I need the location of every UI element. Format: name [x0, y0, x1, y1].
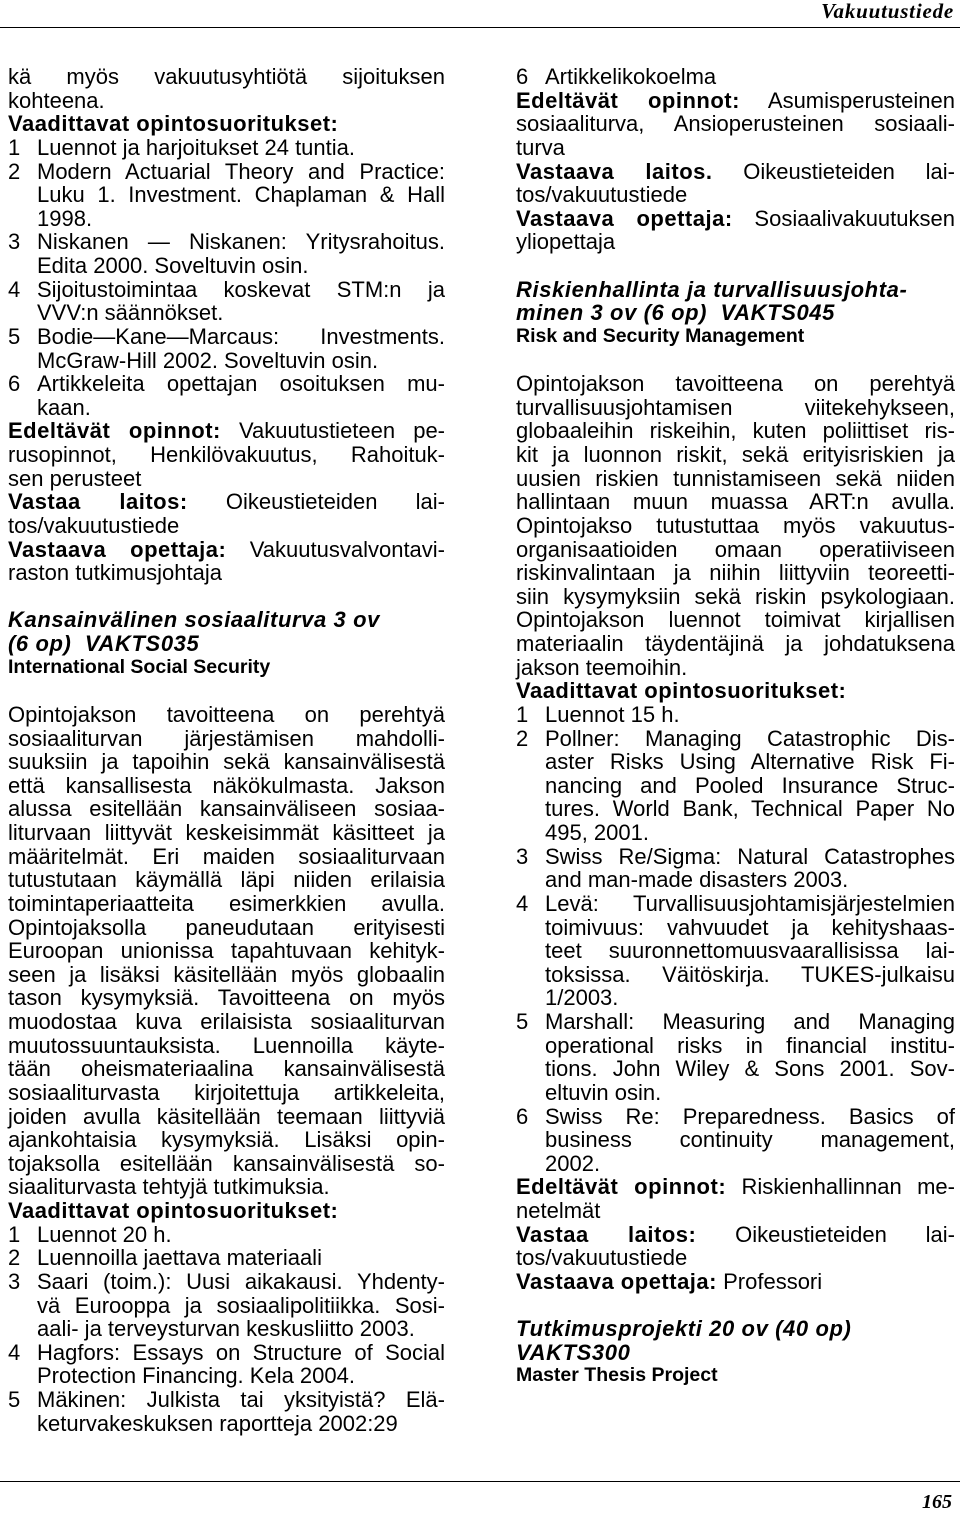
list-item-line [8, 207, 445, 231]
list-item-line [8, 1270, 445, 1294]
field-label: Edeltävät opinnot: [8, 418, 221, 444]
list-item-text: kaan. [37, 394, 91, 420]
list-item-line [8, 301, 445, 325]
course-heading [8, 608, 445, 679]
field-label: Vastaa laitos: [516, 1221, 697, 1247]
list-item-number: 2 [8, 158, 21, 184]
list-item-line [516, 750, 955, 774]
list-item-text: Marshall: Measuring and Managing [545, 1009, 955, 1034]
course-title-line: minen 3 ov (6 op) VAKTS045 [516, 300, 835, 326]
list-item-number: 6 [516, 1103, 529, 1129]
field-value: rusopinnot, Henkilövakuutus, Rahoituk- [8, 442, 445, 467]
list-item-line [8, 278, 445, 302]
list-item-line [516, 916, 955, 940]
text-line: Euroopan unionissa tapahtuvaan kehityk- [8, 938, 445, 964]
field-value: sen perusteet [8, 465, 142, 491]
field-line [516, 230, 955, 254]
list-item-text: Saari (toim.): Uusi aikakausi. Yhdenty- [37, 1268, 445, 1294]
field-value: Oikeustieteiden lai- [743, 158, 955, 184]
list-item-line [8, 136, 445, 160]
list-item-text: 1/2003. [545, 985, 619, 1011]
list-item-line [8, 160, 445, 184]
field-line [516, 1199, 955, 1223]
list-item [8, 325, 445, 372]
field-value: Oikeustieteiden lai- [225, 489, 445, 515]
field-value: tos/vakuutustiede [8, 512, 180, 538]
list-item-line [516, 1057, 955, 1081]
text-line: siin kysymyksiin sekä riskin psykologiaan. [516, 583, 955, 609]
list-item-number: 3 [516, 843, 529, 869]
section-label: Vaadittavat opintosuoritukset: [8, 1198, 339, 1223]
text-line: sosiaaliturvan järjestämisen mahdolli- [8, 725, 445, 751]
list-item-text: Protection Financing. Kela 2004. [37, 1363, 355, 1389]
course-field [516, 160, 955, 207]
course-title-line: Tutkimusprojekti 20 ov (40 op) [516, 1316, 852, 1342]
list-item-text: Levä: Turvallisuusjohtamisjärjestelmien [545, 890, 955, 916]
list-item-number: 4 [8, 276, 21, 302]
list-item-line [8, 1412, 445, 1436]
list-item-line [8, 325, 445, 349]
list-item-text: operational risks in financial institu- [545, 1032, 955, 1058]
field-line [516, 207, 955, 231]
field-line [8, 514, 445, 538]
field-line [516, 183, 955, 207]
list-item-number: 1 [516, 701, 529, 727]
footer-rule [0, 1481, 960, 1482]
course-subtitle: Risk and Security Management [516, 324, 805, 347]
list-item-line [8, 1317, 445, 1341]
list-item [516, 892, 955, 1010]
list-item-text: Luennot 15 h. [545, 701, 680, 727]
course-field [516, 1223, 955, 1270]
column-right [516, 65, 955, 1412]
list-item [516, 727, 955, 845]
list-item-line [516, 986, 955, 1010]
list-item [8, 1341, 445, 1388]
list-item-text: Modern Actuarial Theory and Practice: [37, 158, 445, 184]
text-line: Opintojakson luennot toimivat kirjallisen [516, 607, 955, 633]
text-line: liturvaan liittyvät keskeisimmät käsitteet ja [8, 820, 445, 845]
list-item [8, 1270, 445, 1341]
list-item-text: toimivuus: vahvuudet ja kehityshaas- [545, 914, 955, 940]
list-item-text: Artikkelikokoelma [545, 64, 717, 89]
list-item-number: 1 [8, 1221, 21, 1247]
text-line: kohteena. [8, 87, 105, 113]
list-item [8, 278, 445, 325]
list-item-text: vä Eurooppa ja sosiaalipolitiikka. Sosi- [37, 1292, 445, 1318]
list-item [516, 65, 955, 89]
list-item-number: 1 [8, 134, 21, 160]
list-item [8, 1388, 445, 1435]
list-item-line [516, 1105, 955, 1129]
list-item-number: 6 [516, 64, 529, 89]
list-item-line [516, 65, 955, 89]
list-item-line [516, 727, 955, 751]
list-item-text: 495, 2001. [545, 820, 649, 845]
list-item-text: Swiss Re: Preparedness. Basics of [545, 1103, 955, 1129]
list-item [8, 136, 445, 160]
text-line: tason kysymyksiä. Tavoitteena on myös [8, 985, 445, 1011]
text-line: määritelmät. Eri maiden sosiaaliturvaan [8, 843, 445, 869]
list-item [8, 160, 445, 231]
field-label: Vastaava laitos. [516, 158, 713, 184]
text-line: hallintaan muun muassa ART:n avulla. [516, 489, 955, 515]
list-item-text: Bodie—Kane—Marcaus: Investments. [37, 323, 445, 349]
field-value: Professori [723, 1268, 823, 1294]
text-line: sosiaaliturvasta kirjoitettuja artikkeleita, [8, 1079, 445, 1105]
running-title: Vakuutustiede [821, 0, 954, 23]
text-line: uusien riskien tunnistamiseen sekä niiden [516, 465, 955, 491]
list-item-line [516, 868, 955, 892]
list-item-text: business continuity management, [545, 1127, 955, 1153]
field-line [516, 1246, 955, 1270]
list-item-text: teet suuronnettomuusvaarallisissa lai- [545, 938, 955, 964]
list-item-text: Luennoilla jaettava materiaali [37, 1245, 322, 1271]
list-item-text: Luennot 20 h. [37, 1221, 172, 1247]
text-line: organisaatioiden omaan operatiiviseen [516, 536, 955, 562]
list-item-line [8, 1246, 445, 1270]
field-value: tos/vakuutustiede [516, 182, 688, 208]
field-line [8, 443, 445, 467]
text-line: muodostaa kuva erilaisista sosiaaliturvan [8, 1009, 445, 1034]
text-line: ajankohtaisia kysymyksiä. Lisäksi opin- [8, 1127, 445, 1153]
field-value: sosiaaliturva, Ansioperusteinen sosiaali- [516, 111, 955, 137]
list-item-line [8, 230, 445, 254]
list-item-text: nancing and Pooled Insurance Struc- [545, 772, 955, 798]
list-item-line [516, 963, 955, 987]
list-item-text: Edita 2000. Soveltuvin osin. [37, 253, 309, 278]
field-value: yliopettaja [516, 229, 616, 255]
list-item-line [8, 254, 445, 278]
field-value: Vakuutusvalvontavi- [249, 536, 445, 562]
field-value: Oikeustieteiden lai- [735, 1221, 955, 1247]
text-line: kit ja luonnon riskit, sekä erityisriskien ja [516, 442, 955, 467]
list-item-text: Niskanen — Niskanen: Yritysrahoitus. [37, 229, 445, 255]
text-line: Opintojaksolla paneudutaan erityisesti [8, 914, 445, 940]
course-subtitle: International Social Security [8, 655, 271, 678]
list-item-number: 2 [516, 725, 529, 751]
field-value: netelmät [516, 1198, 601, 1223]
field-label: Vastaava opettaja: [516, 1268, 717, 1294]
field-line [8, 561, 445, 585]
list-item-line [8, 1223, 445, 1247]
list-item-number: 3 [8, 229, 21, 255]
list-item-line [8, 183, 445, 207]
list-item [516, 1105, 955, 1176]
list-item-text: Sijoitustoimintaa koskevat STM:n ja [37, 276, 445, 302]
field-value: Vakuutustieteen pe- [238, 418, 446, 444]
field-label: Edeltävät opinnot: [516, 1174, 727, 1200]
field-line [8, 538, 445, 562]
list-item-number: 4 [516, 890, 529, 916]
list-item-line [8, 372, 445, 396]
text-line: turvallisuusjohtamisen viitekehykseen, [516, 394, 955, 420]
list-item-line [516, 1081, 955, 1105]
header-rule [0, 27, 960, 28]
field-value: turva [516, 134, 565, 160]
list-item-text: 1998. [37, 205, 93, 231]
text-line: muutossuuntauksista. Luennoilla käyte- [8, 1032, 445, 1058]
list-item-text: keturvakeskuksen raportteja 2002:29 [37, 1410, 398, 1436]
course-title-line: VAKTS300 [516, 1339, 631, 1365]
list-item-text: tures. World Bank, Technical Paper No [545, 796, 955, 822]
course-subtitle: Master Thesis Project [516, 1364, 718, 1387]
section-label: Vaadittavat opintosuoritukset: [516, 678, 847, 704]
text-line: siaaliturvasta tehtyjä tutkimuksia. [8, 1174, 330, 1200]
field-label: Edeltävät opinnot: [516, 87, 740, 113]
course-title-line: (6 op) VAKTS035 [8, 631, 200, 656]
text-line: seen ja lisäksi käsitellään myös globaalin [8, 961, 445, 987]
course-field [516, 207, 955, 254]
course-title-line: Riskienhallinta ja turvallisuusjohta- [516, 276, 908, 302]
field-value: raston tutkimusjohtaja [8, 560, 222, 586]
list-item-text: Luku 1. Investment. Chaplaman & Hall [37, 182, 445, 208]
list-item-number: 5 [8, 1387, 21, 1412]
list-item-text: McGraw-Hill 2002. Soveltuvin osin. [37, 347, 379, 373]
list-item-line [516, 1128, 955, 1152]
course-title-line: Kansainvälinen sosiaaliturva 3 ov [8, 607, 380, 633]
list-item-line [8, 1341, 445, 1365]
list-item-text: Luennot ja harjoitukset 24 tuntia. [37, 134, 356, 160]
list-item-line [516, 703, 955, 727]
text-line: Opintojakson tavoitteena on perehtyä [8, 701, 445, 727]
text-line: kä myös vakuutusyhtiötä sijoituksen [8, 64, 445, 89]
list-item-text: 2002. [545, 1150, 601, 1176]
list-item [516, 703, 955, 727]
section-label: Vaadittavat opintosuoritukset: [8, 111, 339, 137]
reference-list [516, 65, 955, 89]
list-item-text: Artikkeleita opettajan osoituksen mu- [37, 371, 445, 397]
list-item [8, 372, 445, 419]
list-item [8, 1246, 445, 1270]
list-item-line [8, 349, 445, 373]
page-number: 165 [922, 1491, 952, 1513]
list-item-line [8, 1388, 445, 1412]
list-item [8, 1223, 445, 1247]
list-item-line [516, 892, 955, 916]
text-line: joiden avulla käsitellään teemaan liittyviä [8, 1103, 445, 1129]
list-item-text: Mäkinen: Julkista tai yksityistä? Elä- [37, 1387, 445, 1412]
text-line: Opintojakso tutustuttaa myös vakuutus- [516, 512, 955, 538]
list-item-text: tions. John Wiley & Sons 2001. Sov- [545, 1056, 955, 1082]
text-line: alussa esitellään kansainväliseen sosiaa- [8, 796, 445, 822]
text-line: että kansallisesta näkökulmasta. Jakson [8, 772, 445, 798]
field-value: tos/vakuutustiede [516, 1245, 688, 1271]
list-item-line [516, 1010, 955, 1034]
list-item [516, 845, 955, 892]
field-line [516, 136, 955, 160]
list-item-text: Pollner: Managing Catastrophic Dis- [545, 725, 955, 751]
reference-list [8, 1223, 445, 1436]
course-heading [516, 1317, 955, 1388]
course-field [8, 419, 445, 490]
course-heading [516, 278, 955, 349]
field-line [516, 1175, 955, 1199]
list-item-line [516, 845, 955, 869]
list-item-line [8, 396, 445, 420]
field-label: Vastaa laitos: [8, 489, 188, 515]
field-label: Vastaava opettaja: [8, 536, 227, 562]
field-line [516, 1223, 955, 1247]
list-item-number: 5 [516, 1009, 529, 1034]
field-value: Riskienhallinnan me- [741, 1174, 955, 1200]
text-line: riskinvalintaan ja niihin liittyviin teoreetti- [516, 560, 955, 586]
list-item [8, 230, 445, 277]
text-line: globaaleihin riskeihin, kuten poliittiset ris- [516, 418, 955, 444]
list-item-text: aster Risks Using Alternative Risk Fi- [545, 749, 955, 775]
text-line: tojaksolla esitellään kansainvälisestä so- [8, 1150, 445, 1176]
list-item-line [516, 1152, 955, 1176]
field-line [516, 160, 955, 184]
list-item-number: 6 [8, 371, 21, 397]
paragraph [8, 703, 445, 1199]
text-line: tutustutaan käymällä läpi niiden erilaisia [8, 867, 445, 893]
list-item-number: 5 [8, 323, 21, 349]
list-item-line [516, 821, 955, 845]
text-line: tään oheismateriaalina kansainvälisestä [8, 1056, 445, 1082]
list-item-number: 2 [8, 1245, 21, 1271]
text-line: materiaalin täydentäjinä ja johdatuksena [516, 631, 955, 656]
text-line: jakson teemoihin. [516, 654, 688, 680]
field-value: Asumisperusteinen [767, 87, 955, 113]
reference-list [516, 703, 955, 1176]
column-left [8, 65, 445, 1435]
list-item-text: aali- ja terveysturvan keskusliitto 2003. [37, 1316, 415, 1342]
list-item-text: eltuvin osin. [545, 1079, 662, 1105]
list-item-line [516, 797, 955, 821]
course-field [8, 538, 445, 585]
course-field [516, 1175, 955, 1222]
field-value: Sosiaalivakuutuksen [754, 205, 955, 231]
course-field [516, 89, 955, 160]
list-item-text: Hagfors: Essays on Structure of Social [37, 1339, 445, 1365]
field-label: Vastaava opettaja: [516, 205, 733, 231]
list-item-line [516, 1034, 955, 1058]
text-line: toimintaperiaatteita esimerkkien avulla. [8, 890, 445, 916]
list-item-line [8, 1294, 445, 1318]
field-line [516, 112, 955, 136]
reference-list [8, 136, 445, 420]
field-line [8, 490, 445, 514]
list-item-text: toksissa. Väitöskirja. TUKES-julkaisu [545, 961, 955, 987]
list-item-line [8, 1364, 445, 1388]
text-line: Opintojakson tavoitteena on perehtyä [516, 371, 955, 397]
list-item-text: VVV:n säännökset. [37, 300, 224, 326]
course-field [516, 1270, 955, 1294]
course-field [8, 490, 445, 537]
list-item-number: 4 [8, 1339, 21, 1365]
paragraph [8, 65, 445, 112]
field-line [516, 1270, 955, 1294]
list-item [516, 1010, 955, 1105]
list-item-number: 3 [8, 1268, 21, 1294]
list-item-line [516, 774, 955, 798]
field-line [8, 467, 445, 491]
list-item-text: Swiss Re/Sigma: Natural Catastrophes [545, 843, 955, 869]
paragraph [516, 372, 955, 679]
text-line: suuksiin ja tapoihin sekä kansainvälisestä [8, 749, 445, 775]
list-item-text: and man-made disasters 2003. [545, 867, 849, 893]
field-line [516, 89, 955, 113]
list-item-line [516, 939, 955, 963]
field-line [8, 419, 445, 443]
